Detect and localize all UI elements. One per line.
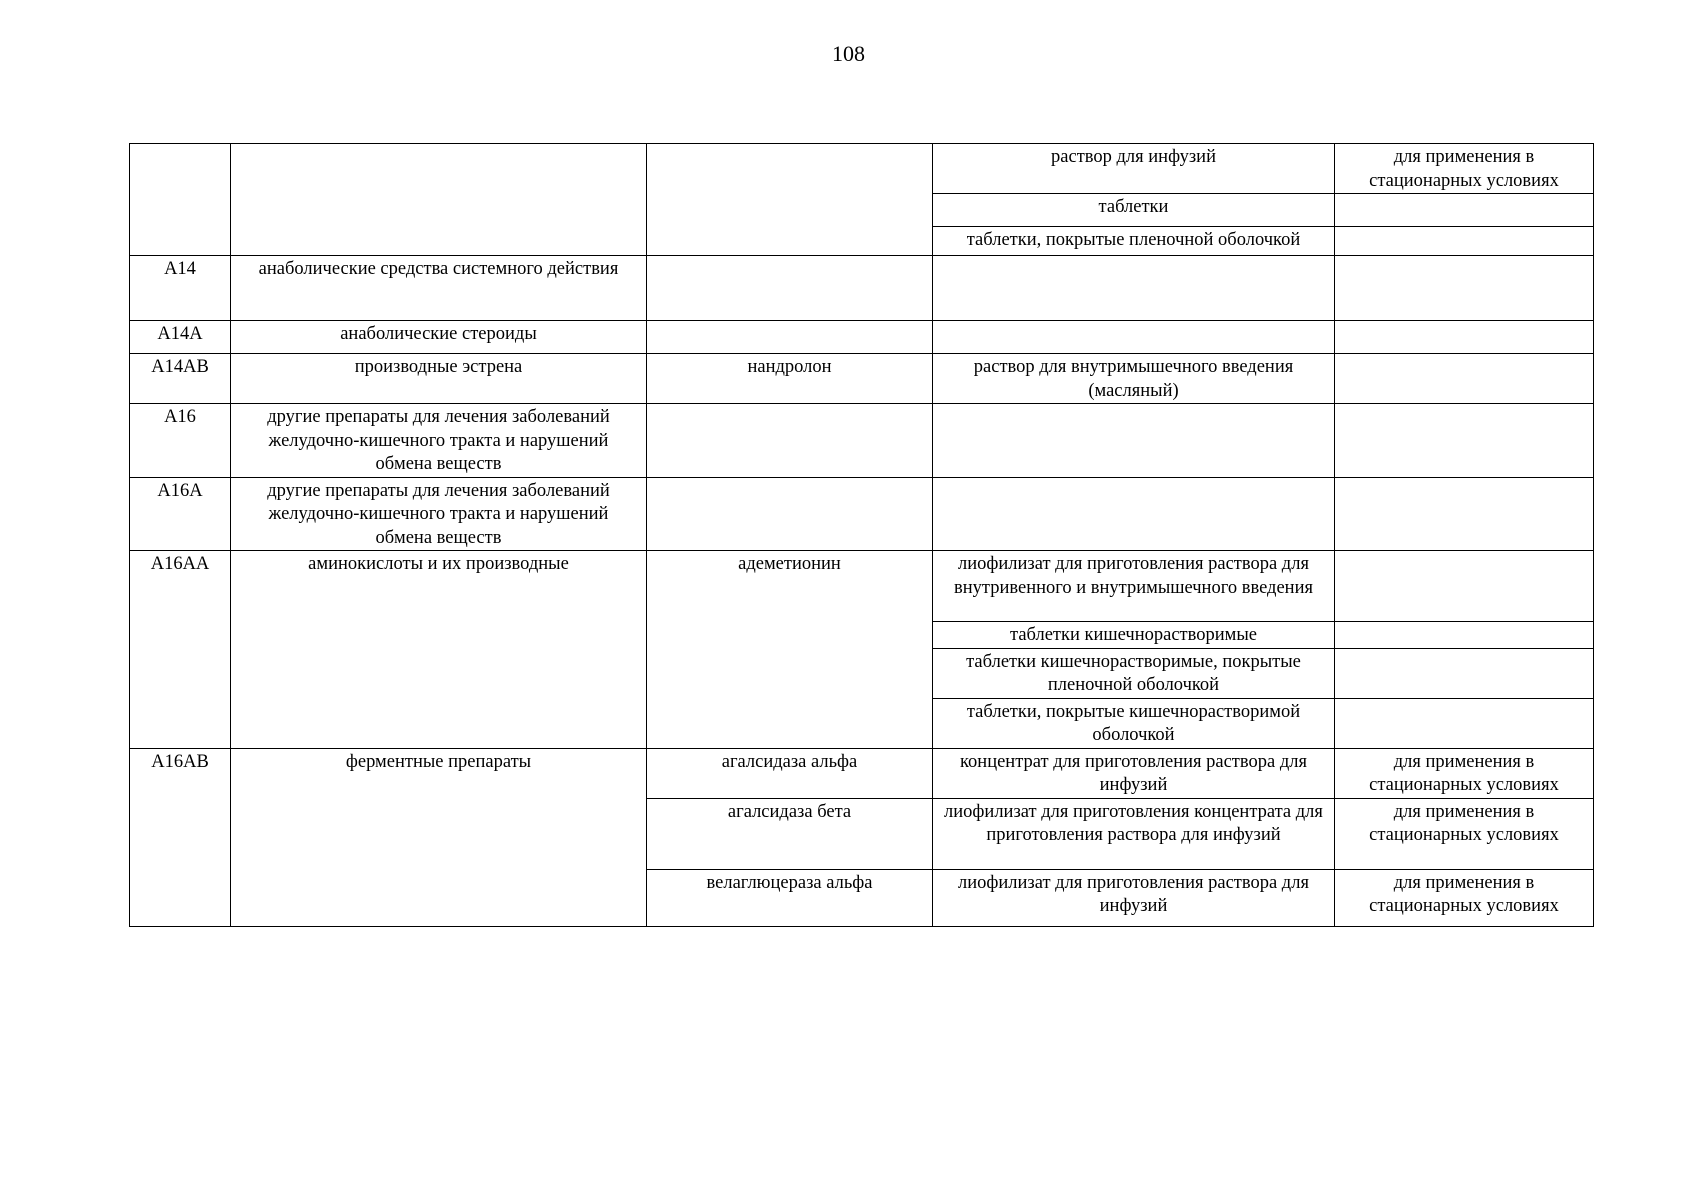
note-cell: [1335, 698, 1594, 748]
note-cell: [1335, 477, 1594, 551]
group-cell: другие препараты для лечения заболеваний желудочно-кишечного тракта и нарушений обмена веществ: [231, 404, 647, 478]
drug-cell: [647, 404, 933, 478]
note-cell: [1335, 256, 1594, 321]
note-cell: [1335, 551, 1594, 622]
note-cell: для применения в стационарных условиях: [1335, 798, 1594, 869]
note-cell: для применения в стационарных условиях: [1335, 144, 1594, 194]
note-cell: [1335, 622, 1594, 649]
group-cell: другие препараты для лечения заболеваний желудочно-кишечного тракта и нарушений обмена веществ: [231, 477, 647, 551]
code-cell: A14: [130, 256, 231, 321]
drug-table: [129, 143, 1594, 927]
group-cell: аминокислоты и их производные: [231, 551, 647, 749]
table-row: [130, 551, 1594, 622]
note-cell: для применения в стационарных условиях: [1335, 869, 1594, 926]
form-cell: [933, 477, 1335, 551]
note-cell: [1335, 354, 1594, 404]
drug-cell: [647, 321, 933, 354]
table-row: [130, 477, 1594, 551]
note-cell: [1335, 194, 1594, 227]
form-cell: [933, 321, 1335, 354]
form-cell: лиофилизат для приготовления раствора для инфузий: [933, 869, 1335, 926]
form-cell: таблетки кишечнорастворимые, покрытые пленочной оболочкой: [933, 648, 1335, 698]
drug-cell: агалсидаза альфа: [647, 748, 933, 798]
note-cell: [1335, 648, 1594, 698]
group-cell: анаболические стероиды: [231, 321, 647, 354]
code-cell: [130, 144, 231, 256]
table-row: [130, 256, 1594, 321]
note-cell: для применения в стационарных условиях: [1335, 748, 1594, 798]
group-cell: ферментные препараты: [231, 748, 647, 926]
drug-cell: нандролон: [647, 354, 933, 404]
code-cell: A14A: [130, 321, 231, 354]
table-row: [130, 404, 1594, 478]
form-cell: раствор для внутримышечного введения (масляный): [933, 354, 1335, 404]
form-cell: таблетки кишечнорастворимые: [933, 622, 1335, 649]
group-cell: [231, 144, 647, 256]
form-cell: концентрат для приготовления раствора для инфузий: [933, 748, 1335, 798]
form-cell: лиофилизат для приготовления концентрата для приготовления раствора для инфузий: [933, 798, 1335, 869]
code-cell: A14AB: [130, 354, 231, 404]
group-cell: производные эстрена: [231, 354, 647, 404]
code-cell: A16AB: [130, 748, 231, 926]
form-cell: таблетки, покрытые кишечнорастворимой оболочкой: [933, 698, 1335, 748]
form-cell: [933, 404, 1335, 478]
form-cell: таблетки: [933, 194, 1335, 227]
table-row: [130, 354, 1594, 404]
code-cell: A16AA: [130, 551, 231, 749]
drug-cell: [647, 256, 933, 321]
group-cell: анаболические средства системного действия: [231, 256, 647, 321]
note-cell: [1335, 321, 1594, 354]
form-cell: таблетки, покрытые пленочной оболочкой: [933, 227, 1335, 256]
table-row: [130, 748, 1594, 798]
page-number: 108: [832, 41, 865, 66]
note-cell: [1335, 404, 1594, 478]
code-cell: A16A: [130, 477, 231, 551]
drug-cell: [647, 477, 933, 551]
drug-cell: велаглюцераза альфа: [647, 869, 933, 926]
note-cell: [1335, 227, 1594, 256]
form-cell: лиофилизат для приготовления раствора для внутривенного и внутримышечного введения: [933, 551, 1335, 622]
form-cell: [933, 256, 1335, 321]
drug-cell: [647, 144, 933, 256]
table-row: [130, 321, 1594, 354]
drug-cell: агалсидаза бета: [647, 798, 933, 869]
table-row: [130, 144, 1594, 194]
drug-cell: адеметионин: [647, 551, 933, 749]
form-cell: раствор для инфузий: [933, 144, 1335, 194]
code-cell: A16: [130, 404, 231, 478]
